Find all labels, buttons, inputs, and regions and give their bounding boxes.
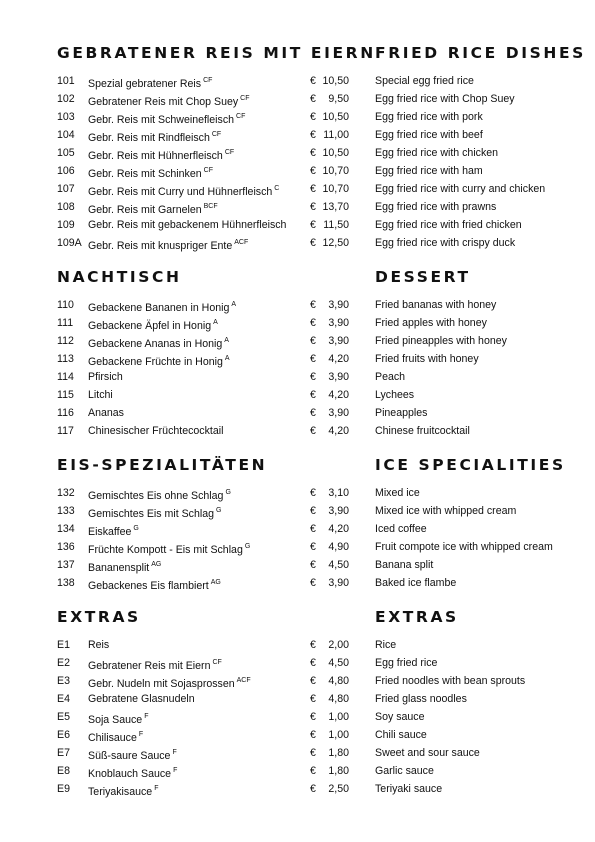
allergen-codes: ACF [234, 239, 249, 246]
item-number: E8 [57, 765, 70, 777]
item-name-en: Fried noodles with bean sprouts [375, 675, 526, 687]
item-price: 10,70 [322, 183, 349, 195]
item-name-en: Special egg fried rice [375, 75, 474, 87]
item-number: 112 [57, 335, 74, 347]
item-name-en: Egg fried rice with ham [375, 165, 483, 177]
item-price: 1,00 [328, 711, 349, 723]
currency-symbol: € [310, 765, 316, 777]
item-name-en: Soy sauce [375, 711, 425, 723]
item-name-de-text: Gebackene Früchte in Honig [88, 356, 223, 368]
item-number: 105 [57, 147, 75, 159]
item-number: 113 [57, 353, 74, 365]
item-price: 4,20 [328, 389, 349, 401]
item-name-de-text: Früchte Kompott - Eis mit Schlag [88, 544, 243, 556]
allergen-codes: CF [203, 167, 213, 174]
menu-item-row [0, 198, 595, 216]
item-number: 104 [57, 129, 75, 141]
menu-item-row [0, 726, 595, 744]
item-name-en: Egg fried rice with prawns [375, 201, 497, 213]
section-title-de: EXTRAS [57, 608, 141, 626]
item-name-en: Teriyaki sauce [375, 783, 443, 795]
item-name-de-text: Gebackene Ananas in Honig [88, 338, 223, 350]
currency-symbol: € [310, 675, 316, 687]
item-price: 10,50 [322, 111, 349, 123]
menu-item-row [0, 162, 595, 180]
currency-symbol: € [310, 317, 316, 329]
currency-symbol: € [310, 371, 316, 383]
item-name-de-text: Bananensplit [88, 562, 150, 574]
menu-item-row [0, 72, 595, 90]
menu-item-row [0, 780, 595, 798]
menu-item-row [0, 108, 595, 126]
section-title-en: ICE SPECIALITIES [375, 456, 566, 474]
item-name-de [88, 386, 113, 404]
item-name-de-text: Ananas [88, 407, 124, 419]
allergen-codes: F [154, 785, 159, 792]
item-price: 10,50 [322, 75, 349, 87]
menu-item-row [0, 654, 595, 672]
menu-item-row [0, 180, 595, 198]
item-name-de-text: Chilisauce [88, 732, 137, 744]
allergen-codes: F [144, 713, 149, 720]
menu-item-row [0, 216, 595, 234]
item-name-en: Lychees [375, 389, 415, 401]
item-number: E6 [57, 729, 70, 741]
item-name-de-text: Chinesischer Früchtecocktail [88, 425, 224, 437]
section-title-en: DESSERT [375, 268, 471, 286]
allergen-codes: CF [211, 131, 222, 138]
menu-item-row [0, 296, 595, 314]
item-number: 136 [57, 541, 75, 553]
item-name-de-text: Gebratener Reis mit Chop Suey [88, 96, 239, 108]
item-number: 138 [57, 577, 75, 589]
allergen-codes: CF [224, 149, 235, 156]
currency-symbol: € [310, 693, 316, 705]
item-number: 109 [57, 219, 75, 231]
item-number: E4 [57, 693, 70, 705]
item-price: 2,50 [328, 783, 349, 795]
currency-symbol: € [310, 75, 316, 87]
item-name-de [88, 404, 124, 422]
allergen-codes: A [231, 301, 237, 308]
menu-item-row [0, 332, 595, 350]
item-price: 10,50 [322, 147, 349, 159]
item-name-de-text: Gebackene Bananen in Honig [88, 302, 230, 314]
allergen-codes: ACF [236, 677, 251, 684]
currency-symbol: € [310, 711, 316, 723]
item-name-de-text: Gebr. Reis mit Rindfleisch [88, 132, 210, 144]
menu-item-row [0, 502, 595, 520]
item-number: 110 [57, 299, 74, 311]
item-price: 1,80 [328, 765, 349, 777]
item-name-en: Egg fried rice with Chop Suey [375, 93, 515, 105]
item-price: 2,00 [328, 639, 349, 651]
item-price: 4,80 [328, 675, 349, 687]
item-name-en: Egg fried rice [375, 657, 438, 669]
currency-symbol: € [310, 747, 316, 759]
item-name-en: Peach [375, 371, 406, 383]
item-price: 3,90 [328, 371, 349, 383]
menu-item-row [0, 386, 595, 404]
menu-item-row [0, 636, 595, 654]
item-price: 4,50 [328, 657, 349, 669]
menu-item-row [0, 520, 595, 538]
item-name-en: Fried apples with honey [375, 317, 487, 329]
item-name-en: Mixed ice with whipped cream [375, 505, 517, 517]
currency-symbol: € [310, 577, 316, 589]
currency-symbol: € [310, 219, 316, 231]
item-name-de-text: Litchi [88, 389, 113, 401]
item-price: 4,20 [328, 353, 349, 365]
item-name-de-text: Süß-saure Sauce [88, 750, 171, 762]
item-number: 115 [57, 389, 74, 401]
currency-symbol: € [310, 541, 316, 553]
allergen-codes: CF [236, 113, 246, 120]
item-name-de [88, 234, 248, 255]
currency-symbol: € [310, 335, 316, 347]
item-name-en: Pineapples [375, 407, 428, 419]
menu-item-row [0, 574, 595, 592]
item-name-de-text: Gebr. Reis mit Schweinefleisch [88, 114, 235, 126]
menu-item-row [0, 422, 595, 440]
item-name-de [88, 216, 286, 234]
item-name-de-text: Gebackenes Eis flambiert [88, 580, 209, 592]
item-name-de [88, 422, 223, 440]
item-name-de-text: Teriyakisauce [88, 786, 153, 798]
item-name-de-text: Knoblauch Sauce [88, 768, 172, 780]
menu-item-row [0, 538, 595, 556]
item-number: 117 [57, 425, 74, 437]
menu-item-row [0, 350, 595, 368]
item-price: 1,00 [328, 729, 349, 741]
item-price: 4,20 [328, 425, 349, 437]
item-name-en: Chili sauce [375, 729, 427, 741]
item-number: 101 [57, 75, 75, 87]
item-name-de-text: Pfirsich [88, 371, 123, 383]
item-number: 111 [57, 317, 74, 329]
item-name-de-text: Spezial gebratener Reis [88, 78, 202, 90]
item-price: 3,90 [328, 505, 349, 517]
item-price: 1,80 [328, 747, 349, 759]
item-price: 3,10 [328, 487, 349, 499]
item-name-de-text: Gebr. Reis mit Hühnerfleisch [88, 150, 223, 162]
currency-symbol: € [310, 93, 316, 105]
item-name-en: Baked ice flambe [375, 577, 457, 589]
item-name-de-text: Gebackene Äpfel in Honig [88, 320, 212, 332]
currency-symbol: € [310, 729, 316, 741]
item-name-de [88, 368, 123, 386]
currency-symbol: € [310, 353, 316, 365]
currency-symbol: € [310, 639, 316, 651]
item-name-en: Fried glass noodles [375, 693, 467, 705]
item-price: 11,00 [323, 129, 349, 141]
item-price: 4,20 [328, 523, 349, 535]
item-name-de [88, 780, 158, 801]
section-title-de: NACHTISCH [57, 268, 182, 286]
item-number: 108 [57, 201, 75, 213]
item-number: E7 [57, 747, 70, 759]
item-number: 132 [57, 487, 75, 499]
item-name-de-text: Gemischtes Eis ohne Schlag [88, 490, 224, 502]
item-price: 3,90 [328, 299, 349, 311]
currency-symbol: € [310, 165, 316, 177]
item-number: 106 [57, 165, 75, 177]
currency-symbol: € [310, 183, 316, 195]
item-name-en: Egg fried rice with fried chicken [375, 219, 522, 231]
currency-symbol: € [310, 523, 316, 535]
allergen-codes: F [173, 767, 178, 774]
currency-symbol: € [310, 111, 316, 123]
item-number: 114 [57, 371, 74, 383]
item-name-de-text: Gemischtes Eis mit Schlag [88, 508, 214, 520]
menu-item-row [0, 484, 595, 502]
item-price: 4,80 [328, 693, 349, 705]
item-price: 3,90 [328, 335, 349, 347]
item-name-en: Fried bananas with honey [375, 299, 497, 311]
menu-item-row [0, 368, 595, 386]
currency-symbol: € [310, 783, 316, 795]
item-number: 102 [57, 93, 75, 105]
menu-item-row [0, 234, 595, 252]
item-name-en: Chinese fruitcocktail [375, 425, 470, 437]
section-title-de: EIS-SPEZIALITÄTEN [57, 456, 268, 474]
item-price: 9,50 [328, 93, 349, 105]
item-number: 133 [57, 505, 75, 517]
item-number: 103 [57, 111, 75, 123]
item-number: 109A [57, 237, 82, 249]
item-number: E3 [57, 675, 70, 687]
currency-symbol: € [310, 201, 316, 213]
item-name-en: Fried fruits with honey [375, 353, 479, 365]
allergen-codes: G [133, 525, 139, 532]
allergen-codes: F [138, 731, 144, 738]
item-name-de [88, 574, 221, 595]
item-number: E2 [57, 657, 70, 669]
item-number: 137 [57, 559, 75, 571]
item-price: 13,70 [322, 201, 349, 213]
currency-symbol: € [310, 407, 316, 419]
item-name-de [88, 636, 109, 654]
section-title-en: EXTRAS [375, 608, 459, 626]
item-number: E5 [57, 711, 70, 723]
menu-item-row [0, 314, 595, 332]
allergen-codes: A [213, 319, 218, 326]
item-name-en: Rice [375, 639, 397, 651]
item-name-en: Sweet and sour sauce [375, 747, 480, 759]
currency-symbol: € [310, 487, 316, 499]
menu-item-row [0, 144, 595, 162]
item-price: 3,90 [328, 407, 349, 419]
item-name-en: Egg fried rice with chicken [375, 147, 499, 159]
item-name-de-text: Gebratener Reis mit Eiern [88, 660, 211, 672]
currency-symbol: € [310, 505, 316, 517]
menu-item-row [0, 556, 595, 574]
currency-symbol: € [310, 147, 316, 159]
item-price: 4,90 [328, 541, 349, 553]
allergen-codes: CF [212, 659, 222, 666]
item-name-en: Fruit compote ice with whipped cream [375, 541, 553, 553]
currency-symbol: € [310, 425, 316, 437]
item-name-en: Egg fried rice with beef [375, 129, 483, 141]
allergen-codes: A [224, 355, 230, 362]
menu-item-row [0, 708, 595, 726]
allergen-codes: CF [240, 95, 250, 102]
currency-symbol: € [310, 559, 316, 571]
allergen-codes: G [216, 507, 222, 514]
allergen-codes: BCF [203, 203, 218, 210]
item-price: 3,90 [328, 317, 349, 329]
allergen-codes: F [172, 749, 177, 756]
item-price: 11,50 [323, 219, 349, 231]
allergen-codes: G [225, 489, 231, 496]
item-price: 10,70 [322, 165, 349, 177]
item-price: 12,50 [322, 237, 349, 249]
item-name-en: Mixed ice [375, 487, 420, 499]
item-price: 4,50 [328, 559, 349, 571]
section-title-en: FRIED RICE DISHES [375, 44, 586, 62]
section-title-de: GEBRATENER REIS MIT EIERN [57, 44, 376, 62]
menu-item-row [0, 744, 595, 762]
menu-item-row [0, 126, 595, 144]
item-name-en: Garlic sauce [375, 765, 434, 777]
menu-item-row [0, 762, 595, 780]
menu-item-row [0, 690, 595, 708]
allergen-codes: AG [210, 579, 221, 586]
item-name-de-text: Gebr. Reis mit Schinken [88, 168, 202, 180]
item-number: E9 [57, 783, 70, 795]
menu-item-row [0, 404, 595, 422]
menu-item-row [0, 672, 595, 690]
item-name-de-text: Gebr. Reis mit knuspriger Ente [88, 240, 233, 252]
currency-symbol: € [310, 657, 316, 669]
item-number: 134 [57, 523, 75, 535]
allergen-codes: G [244, 543, 251, 550]
item-name-de-text: Gebratene Glasnudeln [88, 693, 195, 705]
item-name-de-text: Gebr. Nudeln mit Sojasprossen [88, 678, 235, 690]
currency-symbol: € [310, 389, 316, 401]
item-number: 116 [57, 407, 74, 419]
allergen-codes: C [274, 185, 280, 192]
allergen-codes: CF [203, 77, 213, 84]
item-number: 107 [57, 183, 75, 195]
item-name-en: Egg fried rice with pork [375, 111, 483, 123]
item-name-en: Fried pineapples with honey [375, 335, 507, 347]
item-name-de [88, 690, 195, 708]
currency-symbol: € [310, 299, 316, 311]
item-name-de-text: Gebr. Reis mit Garnelen [88, 204, 202, 216]
item-name-en: Egg fried rice with curry and chicken [375, 183, 546, 195]
item-name-de-text: Gebr. Reis mit gebackenem Hühnerfleisch [88, 219, 287, 231]
item-name-en: Egg fried rice with crispy duck [375, 237, 516, 249]
allergen-codes: AG [151, 561, 162, 568]
item-price: 3,90 [328, 577, 349, 589]
item-name-en: Iced coffee [375, 523, 427, 535]
currency-symbol: € [310, 237, 316, 249]
item-name-de-text: Soja Sauce [88, 714, 143, 726]
item-number: E1 [57, 639, 70, 651]
menu-item-row [0, 90, 595, 108]
allergen-codes: A [224, 337, 229, 344]
item-name-de-text: Eiskaffee [88, 526, 132, 538]
item-name-en: Banana split [375, 559, 434, 571]
item-name-de-text: Gebr. Reis mit Curry und Hühnerfleisch [88, 186, 273, 198]
item-name-de-text: Reis [88, 639, 110, 651]
currency-symbol: € [310, 129, 316, 141]
